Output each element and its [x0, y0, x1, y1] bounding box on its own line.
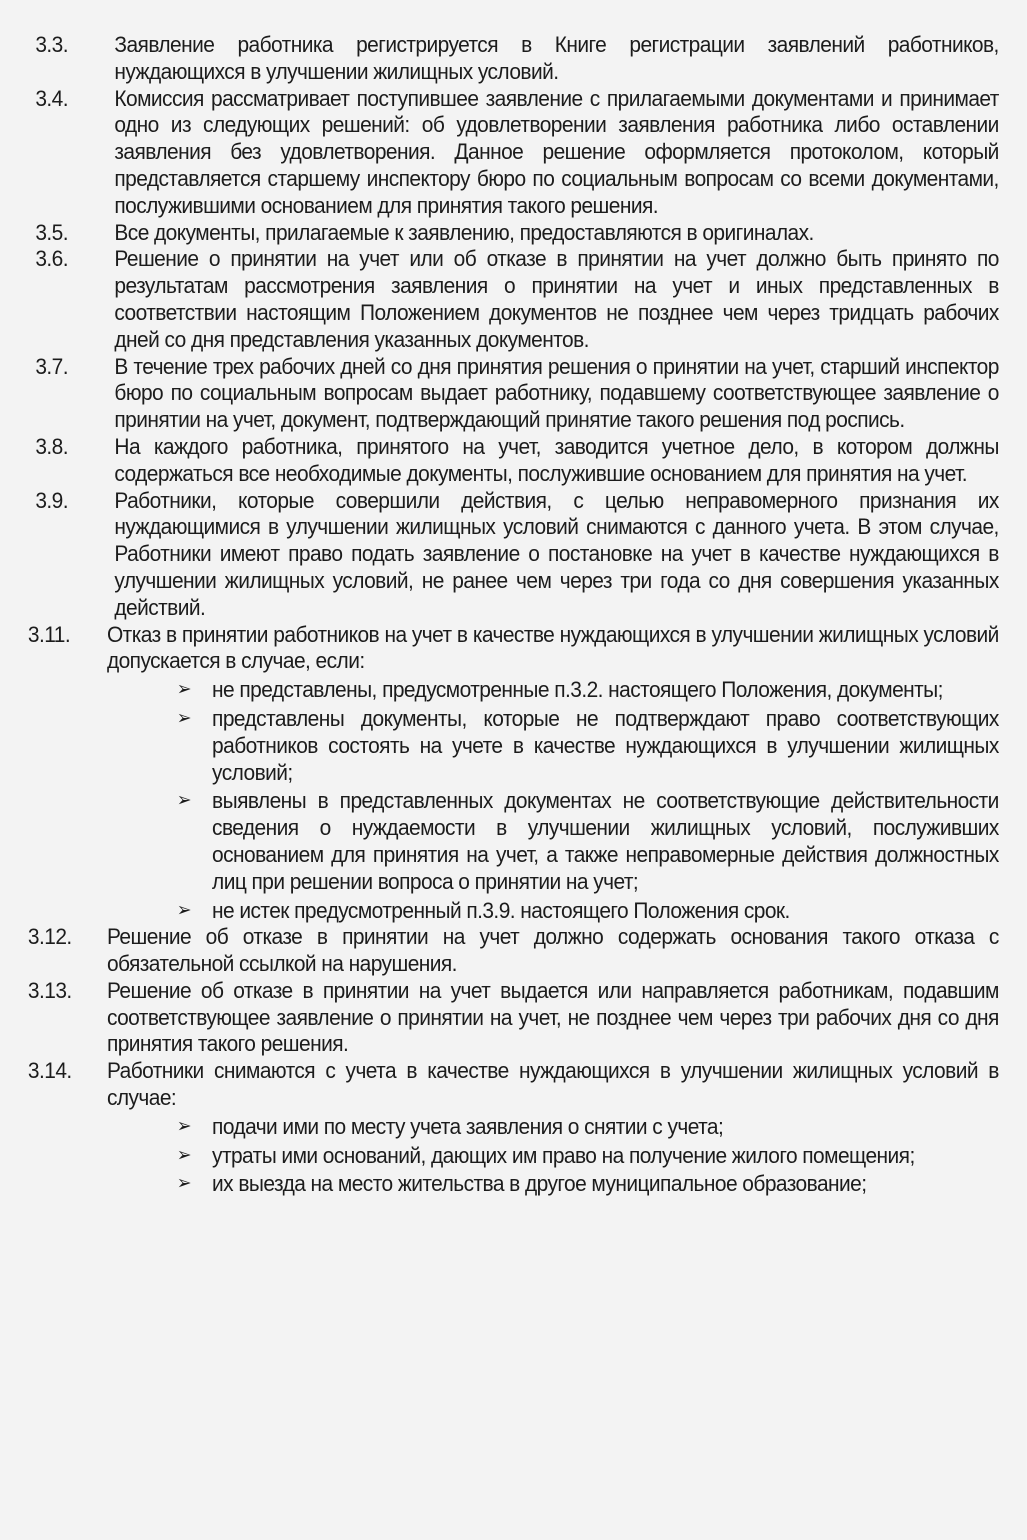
clause-number: 3.11.	[27, 621, 71, 647]
arrow-bullet-icon: ➢	[176, 1144, 191, 1166]
clause-text: Заявление работника регистрируется в Книге регистрации заявлений работников, нуждающихся в улучшении жилищных условий.	[114, 32, 999, 84]
clause-3-11	[27, 621, 999, 925]
clause-3-14	[27, 1058, 999, 1198]
clause-3-6	[35, 246, 998, 353]
list-item	[177, 677, 999, 704]
arrow-bullet-icon: ➢	[176, 899, 191, 921]
clause-text: Отказ в принятии работников на учет в качестве нуждающихся в улучшении жилищных условий допускается в случае, если:	[106, 621, 999, 674]
list-item	[177, 1143, 999, 1170]
list-item-text: утраты ими оснований, дающих им право на получение жилого помещения;	[212, 1142, 915, 1168]
clause-number: 3.8.	[35, 433, 69, 459]
list-item	[177, 1171, 999, 1198]
clause-3-9	[35, 488, 998, 622]
clause-3-4	[35, 86, 998, 220]
clause-3-8	[35, 434, 998, 488]
arrow-bullet-icon: ➢	[176, 1115, 191, 1137]
list-item-text: представлены документы, которые не подтверждают право соответствующих работников состоять на учете в качестве нуждающихся в улучшении жилищных условий;	[212, 705, 999, 785]
list-item-text: подачи ими по месту учета заявления о снятии с учета;	[212, 1113, 724, 1139]
list-item-text: не истек предусмотренный п.3.9. настоящего Положения срок.	[212, 897, 790, 923]
list-item-text: выявлены в представленных документах не соответствующие действительности сведения о нуждаемости в улучшении жилищных условий, послуживших основанием для принятия на учет, а также неправомерные действия должностных лиц при решении вопроса о принятии на учет;	[212, 788, 999, 894]
clause-number: 3.14.	[27, 1058, 72, 1084]
list-item-text: не представлены, предусмотренные п.3.2. настоящего Положения, документы;	[212, 677, 943, 703]
clause-text: Все документы, прилагаемые к заявлению, предоставляются в оригиналах.	[114, 219, 814, 245]
clause-number: 3.3.	[35, 32, 69, 57]
clause-number: 3.12.	[27, 924, 72, 950]
clause-number: 3.13.	[27, 977, 72, 1003]
clause-text: Решение об отказе в принятии на учет выдается или направляется работникам, подавшим соответствующее заявление о принятии на учет, не позднее чем через три рабочих дня со дня принятия такого решения.	[106, 977, 999, 1057]
clause-3-13	[27, 977, 999, 1058]
clause-text: В течение трех рабочих дней со дня принятия решения о принятии на учет, старший инспектор бюро по социальным вопросам выдает работнику, подавшему соответствующее заявление о принятии на учет, документ, подтверждающий принятие такого решения под роспись.	[114, 353, 999, 433]
clause-text: Работники, которые совершили действия, с целью неправомерного признания их нуждающимися в улучшении жилищных условий снимаются с данного учета. В этом случае, Работники имеют право подать заявление о постановке на учет в качестве нуждающихся в улучшении жилищных условий, не ранее чем через три года со дня совершения указанных действий.	[114, 487, 999, 620]
list-item-text: их выезда на место жительства в другое муниципальное образование;	[212, 1171, 867, 1197]
clause-3-5	[35, 220, 998, 247]
list-item	[177, 788, 999, 895]
clause-3-7	[35, 354, 998, 434]
list-item	[177, 1114, 999, 1141]
refusal-conditions-list	[107, 677, 999, 924]
clause-3-3	[35, 32, 998, 86]
clause-text: Работники снимаются с учета в качестве нуждающихся в улучшении жилищных условий в случае:	[106, 1058, 999, 1111]
arrow-bullet-icon: ➢	[176, 1173, 191, 1195]
clause-number: 3.4.	[35, 85, 69, 111]
clause-number: 3.6.	[35, 246, 69, 272]
clause-number: 3.7.	[35, 353, 69, 379]
list-item	[177, 706, 999, 786]
arrow-bullet-icon: ➢	[176, 707, 191, 729]
removal-conditions-list	[107, 1114, 999, 1198]
document-body	[27, 32, 999, 1198]
clause-text: Решение об отказе в принятии на учет должно содержать основания такого отказа с обязательной ссылкой на нарушения.	[106, 924, 999, 977]
list-item	[177, 898, 999, 925]
clause-text: Решение о принятии на учет или об отказе в принятии на учет должно быть принято по результатам рассмотрения заявления о принятии на учет и иных представленных в соответствии настоящим Положением документов не позднее чем через тридцать рабочих дней со дня представления указанных документов.	[114, 246, 999, 352]
clause-number: 3.5.	[35, 219, 69, 245]
clause-3-12	[27, 924, 999, 978]
arrow-bullet-icon: ➢	[176, 679, 191, 701]
clause-number: 3.9.	[35, 487, 69, 513]
clause-text: Комиссия рассматривает поступившее заявление с прилагаемыми документами и принимает одно из следующих решений: об удовлетворении заявления работника либо оставлении заявления без удовлетворения. Данное решение оформляется протоколом, который представляется старшему инспектору бюро по социальным вопросам со всеми документами, послужившими основанием для принятия такого решения.	[114, 85, 999, 218]
clause-text: На каждого работника, принятого на учет, заводится учетное дело, в котором должны содержаться все необходимые документы, послужившие основанием для принятия на учет.	[114, 433, 999, 486]
arrow-bullet-icon: ➢	[176, 790, 191, 812]
